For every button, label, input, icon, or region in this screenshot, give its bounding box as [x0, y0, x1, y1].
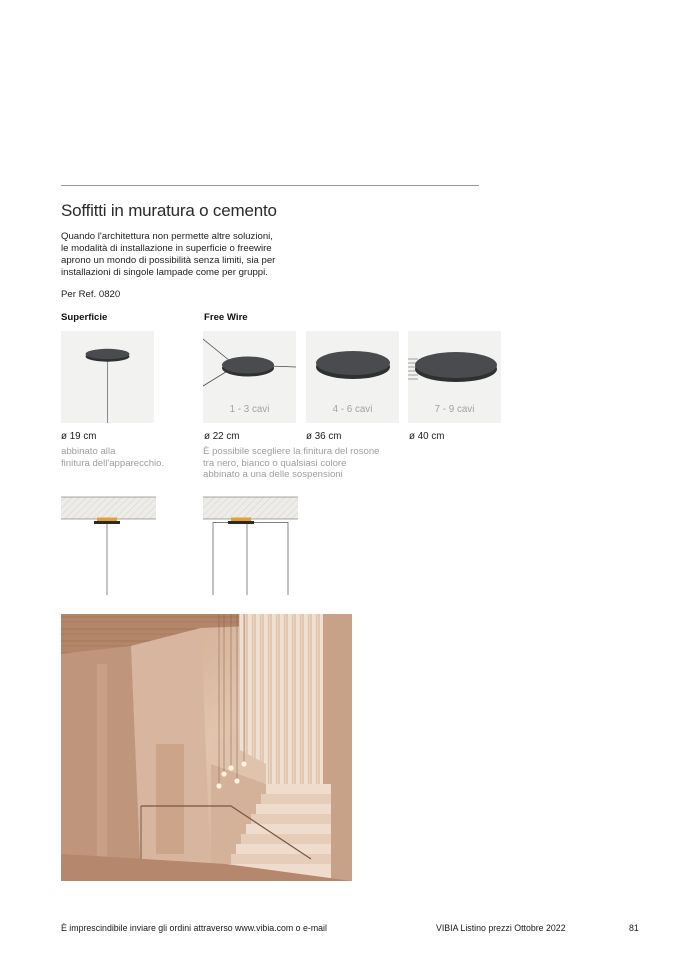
intro-line: aprono un mondo di possibilità senza limiti, sia per	[61, 255, 276, 266]
cable-count-label: 1 - 3 cavi	[229, 404, 270, 415]
footer-catalog-title: VIBIA Listino prezzi Ottobre 2022	[436, 923, 566, 933]
intro-line: Quando l'architettura non permette altre soluzioni,	[61, 231, 273, 242]
diameter-label: ø 36 cm	[306, 431, 342, 442]
section-label-freewire: Free Wire	[204, 312, 248, 323]
footer-order-note: È imprescindibile inviare gli ordini attraverso www.vibia.com o e-mail	[61, 923, 327, 933]
cable-line	[213, 523, 228, 596]
product-image-freewire-22	[203, 331, 296, 423]
title-divider	[61, 185, 479, 186]
reference-label: Per Ref. 0820	[61, 289, 121, 300]
intro-line: le modalità di installazione in superficie o freewire	[61, 243, 272, 254]
note-line: finitura dell'apparecchio.	[61, 457, 165, 469]
surface-section-diagram	[61, 494, 156, 598]
diameter-label: ø 22 cm	[204, 431, 240, 442]
intro-paragraph	[61, 231, 301, 279]
cable-count-label: 4 - 6 cavi	[332, 404, 373, 415]
staircase-scene	[61, 614, 352, 881]
cable-line	[254, 523, 288, 596]
page-title: Soffitti in muratura o cemento	[61, 201, 277, 220]
cable-count-label: 7 - 9 cavi	[434, 404, 475, 415]
interior-staircase-photo	[61, 614, 352, 881]
surface-note	[61, 446, 164, 469]
freewire-section-diagram	[203, 494, 298, 598]
product-image-freewire-36	[306, 331, 399, 423]
note-line: abbinato alla	[61, 446, 116, 457]
diameter-label: ø 19 cm	[61, 431, 97, 442]
note-line: È possibile scegliere la finitura del rosone	[203, 446, 380, 457]
section-label-surface: Superficie	[61, 312, 108, 323]
freewire-note	[203, 446, 380, 481]
product-image-surface-19	[61, 331, 154, 423]
intro-line: installazioni di singole lampade come per gruppi.	[61, 267, 268, 278]
canopy-profile	[94, 521, 120, 524]
led-driver	[231, 518, 251, 522]
surface-canopy-drawing	[61, 331, 154, 423]
canopy-profile	[228, 521, 254, 524]
diameter-label: ø 40 cm	[409, 431, 445, 442]
page-number: 81	[629, 923, 639, 933]
led-driver	[97, 518, 117, 522]
product-image-freewire-40	[408, 331, 501, 423]
note-line: tra nero, bianco o qualsiasi colore	[203, 457, 347, 469]
note-line: abbinato a una delle sospensioni	[203, 469, 343, 480]
